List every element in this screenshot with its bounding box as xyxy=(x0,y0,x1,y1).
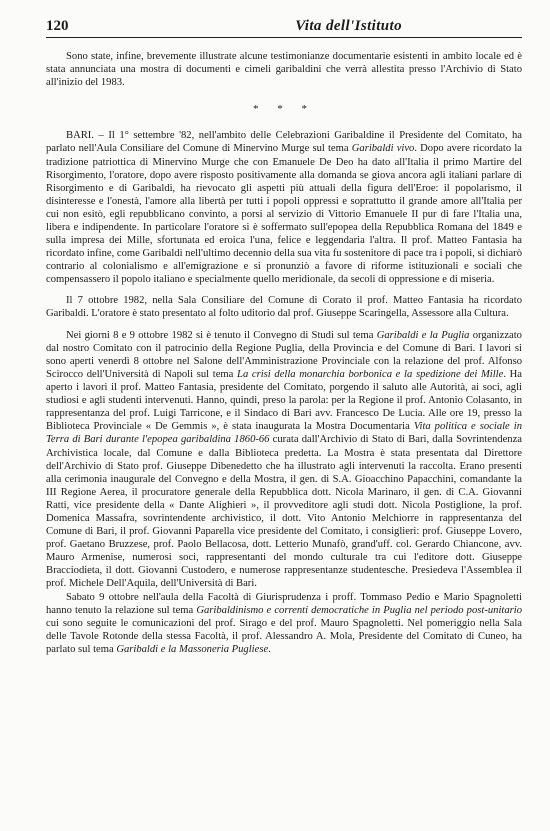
text-run: . xyxy=(268,643,271,655)
text-run: organizzato dal nostro Comitato con il patrocinio della Regione Puglia, della Provincia e del Comune di Bari. I lavori si sono aperti venerdì 8 ottobre nel Salone dell'Amministrazione Provinciale con la relazione del prof. Alfonso Scirocco dell'Università di Napoli sul tema xyxy=(46,329,522,380)
running-title: Vita dell'Istituto xyxy=(295,18,402,34)
text-run: Sabato 9 ottobre nell'aula della Facoltà di Giurisprudenza i proff. Tommaso Pedio e Mario Spagnoletti hanno tenuto la relazione sul tema xyxy=(46,591,522,616)
text-run: . Dopo avere ricordato la tradizione patriottica di Minervino Murge che con Emanuele De Deo ha dato all'Italia il primo Martire del Risorgimento, l'oratore, dopo avere risposto positivamente alla domanda se giova ancora agli italiani parlare di Risorgimento e di Garibaldi, ha rievocato gli aspetti più attuali della figura dell'Eroe: il popolarismo, il disinteresse e l'onestà, l'amore alla libertà per tutti i popoli oppressi e soprattutto il grande amore all'Italia per cui non esitò, egli repubblicano convinto, a porsi al servizio di Vittorio Emanuele II pur di fare l'Italia una, libera e indipendente. In particolare l'oratore si è soffermato sull'epopea della Repubblica Romana del 1849 e sulla impresa dei Mille, sfortunata ed eroica l'una, felice e leggendaria l'altra. Il prof. Matteo Fantasia ha ricordato infine, come Garibaldi nell'ultimo decennio della sua vita fu sostenitore di pace tra i popoli, si dichiarò contrario al colonialismo e all'emigrazione e si pronunziò a favore di riforme istituzionali e sociali che compensassero il popolo italiano e specialmente quello meridionale, da secoli di oppressione e di miseria. xyxy=(46,143,522,286)
text-run: curata dall'Archivio di Stato di Bari, dalla Sovrintendenza Archivistica locale, dal Comune e dalla Biblioteca predetta. La Mostra è stata presentata dal Direttore dell'Archivio di Stato prof. Giuseppe Dibenedetto che ha illustrato agli intervenuti la raccolta. Erano presenti alla cerimonia inaugurale del Convegno e della Mostra, il gen. di S.A. Gioacchino Papacchini, comandante la III Regione Aerea, il procuratore generale della Repubblica dott. Nicola Marinaro, il gen. di C.A. Giovanni Ratti, vice presidente della « Dante Alighieri », il provveditore agli studi dott. Nicola Postiglione, la prof. Domenica Massafra, sovrintendente archivistico, il dott. Vito Antonio Melchiorre in rappresentanza del Comune di Bari, il prof. Giovanni Paparella vice presidente del Comitato, i consiglieri: prof. Giuseppe Lovero, prof. Gaetano Bruzzese, prof. Paolo Bellacosa, dott. Letterio Munafò, grand'uff. col. Gerardo Chiancone, avv. Mauro Armenise, numerosi soci, rappresentanti del mondo culturale tra cui l'editore dott. Giuseppe Bracciodieta, il dott. Giovanni Custodero, e numerose rappresentanze studentesche. Presiedeva l'Assemblea il prof. Michele Dell'Aquila, dell'Università di Bari. xyxy=(46,434,522,590)
italic-title-run: Garibaldinismo e correnti democratiche in Puglia nel periodo post-unitario xyxy=(196,604,522,616)
text-run: BARI. – Il 1° settembre '82, nell'ambito delle Celebrazioni Garibaldine il Presidente del Comitato, ha parlato nell'Aula Consiliare del Comune di Minervino Murge sul tema xyxy=(46,130,522,155)
italic-title-run: Garibaldi vivo xyxy=(351,143,415,155)
italic-title-run: Vita politica e sociale in Terra di Bari durante l'epopea garibaldina 1860-66 xyxy=(46,421,523,446)
text-run: Il 7 ottobre 1982, nella Sala Consiliare del Comune di Corato il prof. Matteo Fantasia ha ricordato Garibaldi. L'oratore è stato presentato al folto uditorio dal prof. Giuseppe Scaringella, Assessore alla Cultura. xyxy=(46,294,522,319)
section-separator: * * * xyxy=(253,103,315,116)
text-run: Sono state, infine, brevemente illustrate alcune testimonianze documentarie esistenti in ambito locale ed è stata annunciata una mostra di documenti e cimeli garibaldini che verrà allestita presso l'Archivio di Stato all'inizio del 1983. xyxy=(46,51,522,89)
paragraph-bari-minervino xyxy=(46,129,522,286)
paragraph-sabato-9-ottobre xyxy=(46,591,522,656)
body-text xyxy=(46,50,522,656)
text-run: cui sono seguite le comunicazioni del prof. Sirago e del prof. Mauro Spagnoletti. Nel pomeriggio nella Sala delle Tavole Rotonde della stessa Facoltà, il prof. Alessandro A. Mola, Presidente del Comitato di Cuneo, ha parlato sul tema xyxy=(46,617,522,655)
text-run: . Ha aperto i lavori il prof. Matteo Fantasia, presidente del Comitato, porgendo il saluto alle Autorità, ai soci, agli studiosi e agli studenti intervenuti. Hanno, quindi, preso la parola: per la Regione il prof. Antonio Colasanto, in rappresentanza del prof. Luigi Tarricone, e il Sindaco di Bari avv. Francesco De Lucia. Alle ore 19, presso la Biblioteca Provinciale « De Gemmis », è stata inaugurata la Mostra Documentaria xyxy=(46,368,522,433)
text-run: Nei giorni 8 e 9 ottobre 1982 si è tenuto il Convegno di Studi sul tema xyxy=(66,329,377,341)
paragraph-convegno xyxy=(46,329,522,591)
paragraph-mostra-annuncio xyxy=(46,50,522,89)
running-header xyxy=(46,18,522,38)
italic-title-run: Garibaldi e la Massoneria Pugliese xyxy=(116,643,269,655)
paragraph-corato xyxy=(46,294,522,320)
italic-title-run: La crisi della monarchia borbonica e la spedizione dei Mille xyxy=(237,368,504,380)
page-number: 120 xyxy=(46,18,69,34)
italic-title-run: Garibaldi e la Puglia xyxy=(376,329,470,341)
